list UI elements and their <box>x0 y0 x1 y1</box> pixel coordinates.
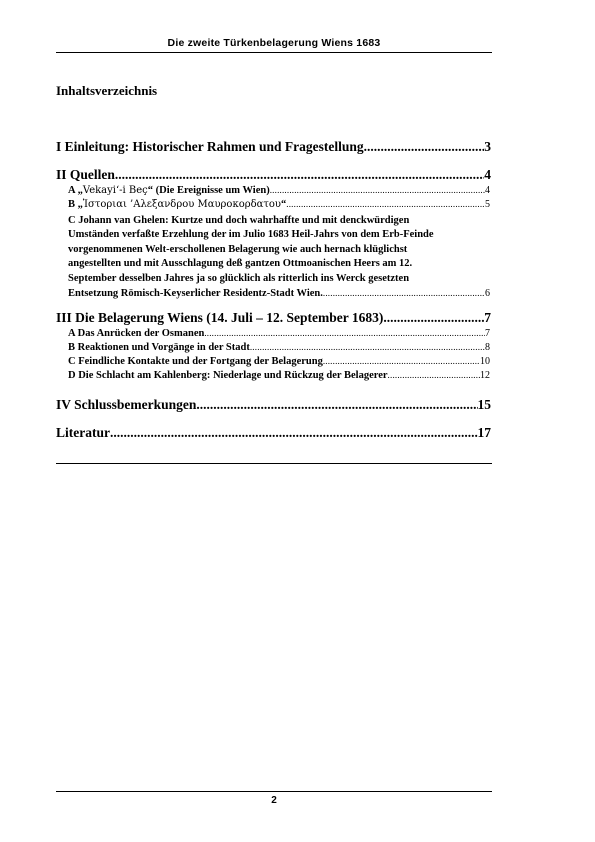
toc-leader-dots <box>323 356 480 366</box>
toc-entry-page: 8 <box>485 342 490 353</box>
toc-entry-page: 7 <box>484 310 491 325</box>
toc-entry-label: III Die Belagerung Wiens (14. Juli – 12. September 1683) <box>56 310 384 325</box>
toc-leader-dots <box>196 397 477 413</box>
toc-subentry-anruecken[interactable] <box>68 328 490 339</box>
toc-end-rule <box>56 463 492 464</box>
toc-entry-label-line: September desselben Jahres ja so glücklich als ritterlich ins Werck gesetzten <box>68 272 410 284</box>
toc-entry-page: 6 <box>485 288 490 300</box>
toc-entry-page: 4 <box>484 167 491 182</box>
footer-rule <box>56 791 492 792</box>
toc-entry-einleitung[interactable] <box>56 139 491 155</box>
toc-leader-dots <box>364 139 485 155</box>
header-rule <box>56 52 492 53</box>
toc-entry-page: 10 <box>480 356 490 367</box>
running-header: Die zweite Türkenbelagerung Wiens 1683 <box>167 37 381 49</box>
toc-entry-quellen[interactable] <box>56 167 491 183</box>
toc-subentry-reaktionen[interactable] <box>68 342 490 353</box>
toc-leader-dots <box>388 370 480 380</box>
toc-title: Inhaltsverzeichnis <box>56 83 158 98</box>
toc-entry-literatur[interactable] <box>56 425 491 441</box>
toc-entry-schlussbemerkungen[interactable] <box>56 397 491 413</box>
toc-entry-page: 15 <box>477 397 491 412</box>
toc-entry-belagerung[interactable] <box>56 310 491 326</box>
toc-entry-label-line: C Johann van Ghelen: Kurtze und doch wahrhaffte und mit denckwürdigen <box>68 215 410 226</box>
toc-entry-label: A „Vekayi‘-i Beç“ (Die Ereignisse um Wien) <box>68 185 270 196</box>
toc-entry-page: 12 <box>480 370 490 381</box>
toc-entry-label: II Quellen <box>56 167 115 182</box>
toc-entry-label: A Das Anrücken der Osmanen <box>68 328 205 339</box>
toc-entry-page: 3 <box>484 139 491 154</box>
page-number: 2 <box>271 795 277 806</box>
toc-entry-label-line: Umständen verfaßte Erzehlung der im Julio 1683 Heil-Jahrs von dem Erb-Feinde <box>68 229 434 241</box>
toc-leader-dots <box>115 167 484 183</box>
toc-entry-label-line: vorgenommenen Welt-erschollenen Belagerung wie auch hernach klüglichst <box>68 243 408 255</box>
toc-leader-dots <box>270 185 485 195</box>
toc-entry-page: 5 <box>485 199 490 210</box>
toc-entry-page: 17 <box>477 425 491 440</box>
toc-entry-label: B Reaktionen und Vorgänge in der Stadt <box>68 342 250 353</box>
toc-leader-dots <box>250 342 485 352</box>
toc-leader-dots <box>204 328 485 338</box>
toc-entry-label: I Einleitung: Historischer Rahmen und Fragestellung <box>56 139 364 154</box>
toc-entry-label-line: angestellten und mit Ausschlagung deß gantzen Ottmoanischen Heers am 12. <box>68 258 413 270</box>
toc-entry-label: B „Ἱστοριαι ’Αλεξανδρου Μαυροκορδατου“ <box>68 199 287 210</box>
toc-subentry-istoriai[interactable] <box>68 199 490 210</box>
toc-subentry-kontakte[interactable] <box>68 356 490 367</box>
toc-entry-label-line: Entsetzung Römisch-Keyserlicher Residentz-Stadt Wien. <box>68 288 323 300</box>
toc-entry-label: IV Schlussbemerkungen <box>56 397 197 412</box>
toc-subentry-ghelen[interactable] <box>68 214 490 301</box>
toc-entry-page: 7 <box>485 328 490 339</box>
toc-entry-label: D Die Schlacht am Kahlenberg: Niederlage und Rückzug der Belagerer <box>68 370 388 381</box>
toc-entry-page: 4 <box>485 185 490 196</box>
toc-leader-dots <box>286 199 485 209</box>
toc-entry-label: C Feindliche Kontakte und der Fortgang der Belagerung <box>68 356 323 367</box>
toc-leader-dots <box>323 286 485 300</box>
toc-leader-dots <box>110 425 478 441</box>
toc-subentry-kahlenberg[interactable] <box>68 370 490 381</box>
toc-subentry-vekayi[interactable] <box>68 185 490 196</box>
toc-entry-label: Literatur <box>56 425 110 440</box>
toc-leader-dots <box>383 310 484 326</box>
